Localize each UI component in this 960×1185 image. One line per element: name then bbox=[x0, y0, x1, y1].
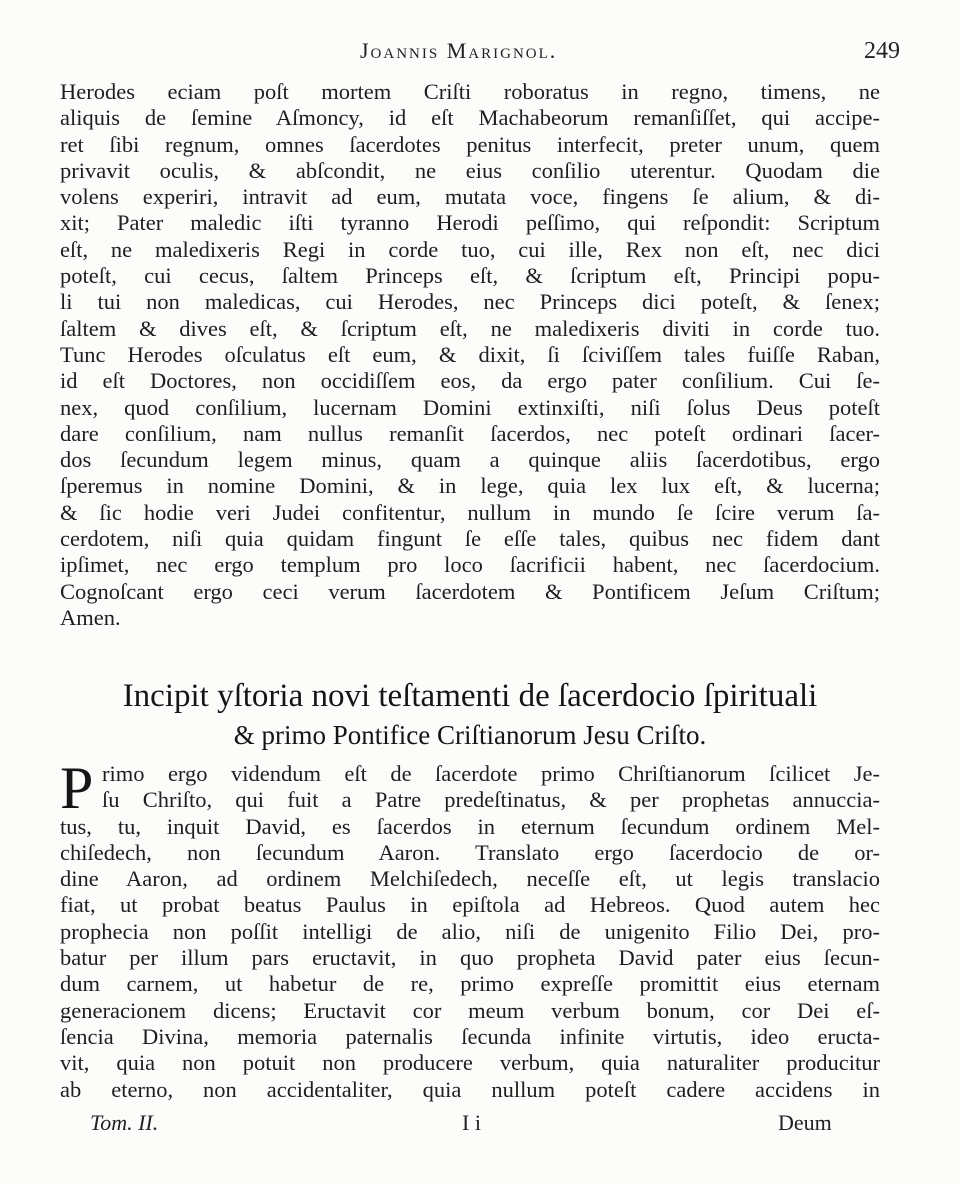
text-line: batur per illum pars eructavit, in quo propheta David pater eius ſecun- bbox=[60, 945, 880, 971]
text-line: privavit oculis, & abſcondit, ne eius conſilio uterentur. Quodam die bbox=[60, 157, 880, 183]
text-line: ſaltem & dives eſt, & ſcriptum eſt, ne maledixeris diviti in corde tuo. bbox=[60, 315, 880, 341]
text-line: ab eterno, non accidentaliter, quia nullum poteſt cadere accidens in bbox=[60, 1076, 880, 1102]
text-line: li tui non maledicas, cui Herodes, nec Princeps dici poteſt, & ſenex; bbox=[60, 289, 880, 315]
running-head bbox=[0, 38, 960, 72]
text-line: rimo ergo videndum eſt de ſacerdote primo Chriſtianorum ſcilicet Je- bbox=[102, 761, 880, 786]
text-line: id eſt Doctores, non occidiſſem eos, da ergo pater conſilium. Cui ſe- bbox=[60, 368, 880, 394]
text-line: ret ſibi regnum, omnes ſacerdotes penitus interfecit, preter unum, quem bbox=[60, 131, 880, 157]
drop-cap: P bbox=[60, 755, 94, 821]
text-line: chiſedech, non ſecundum Aaron. Translato ergo ſacerdocio de or- bbox=[60, 839, 880, 865]
text-line: dine Aaron, ad ordinem Melchiſedech, neceſſe eſt, ut legis translacio bbox=[60, 866, 880, 892]
text-line: volens experiri, intravit ad eum, mutata voce, fingens ſe alium, & di- bbox=[60, 184, 880, 210]
text-line: cerdotem, niſi quia quidam fingunt ſe eſſe tales, quibus nec fidem dant bbox=[60, 526, 880, 552]
text-line: poteſt, cui cecus, ſaltem Princeps eſt, & ſcriptum eſt, Principi popu- bbox=[60, 263, 880, 289]
catchword: Deum bbox=[778, 1110, 832, 1135]
text-line: Tunc Herodes oſculatus eſt eum, & dixit, ſi ſciviſſem tales fuiſſe Raban, bbox=[60, 341, 880, 367]
text-line: generacionem dicens; Eructavit cor meum verbum bonum, cor Dei eſ- bbox=[60, 997, 880, 1023]
volume-mark: Tom. II. bbox=[90, 1110, 159, 1135]
text-line: ſperemus in nomine Domini, & in lege, quia lex lux eſt, & lucerna; bbox=[60, 473, 880, 499]
text-line: eſt, ne maledixeris Regi in corde tuo, cui ille, Rex non eſt, nec dici bbox=[60, 236, 880, 262]
text-line: dum carnem, ut habetur de re, primo expreſſe promittit eius eternam bbox=[60, 971, 880, 997]
text-line: Herodes eciam poſt mortem Criſti roboratus in regno, timens, ne bbox=[60, 79, 880, 104]
page-footer bbox=[0, 1110, 960, 1140]
text-line: xit; Pater maledic iſti tyranno Herodi peſſimo, qui reſpondit: Scriptum bbox=[60, 210, 880, 236]
text-line: nex, quod conſilium, lucernam Domini extinxiſti, niſi ſolus Deus poteſt bbox=[60, 394, 880, 420]
text-line: Cognoſcant ergo ceci verum ſacerdotem & Pontificem Jeſum Criſtum; bbox=[60, 578, 880, 604]
text-line: aliquis de ſemine Aſmoncy, id eſt Machabeorum remanſiſſet, qui accipe- bbox=[60, 105, 880, 131]
top-paragraph bbox=[60, 79, 880, 631]
body-paragraph bbox=[60, 755, 880, 1103]
section-heading: Incipit yſtoria novi teſtamenti de ſacerdocio ſpirituali bbox=[122, 678, 818, 714]
text-line: tus, tu, inquit David, es ſacerdos in eternum ſecundum ordinem Mel- bbox=[60, 813, 880, 839]
signature-mark: I i bbox=[462, 1110, 481, 1135]
section-subheading: & primo Pontifice Criſtianorum Jesu Criſto. bbox=[233, 720, 707, 750]
text-line: ſencia Divina, memoria paternalis ſecunda infinite virtutis, ideo eructa- bbox=[60, 1023, 880, 1049]
text-line: prophecia non poſſit intelligi de alio, niſi de unigenito Filio Dei, pro- bbox=[60, 918, 880, 944]
text-line: & ſic hodie veri Judei confitentur, nullum in mundo ſe ſcire verum ſa- bbox=[60, 499, 880, 525]
text-line: ipſimet, nec ergo templum pro loco ſacrificii habent, nec ſacerdocium. bbox=[60, 552, 880, 578]
running-head-title: Joannis Marignol. bbox=[360, 38, 558, 63]
text-line: ſu Chriſto, qui fuit a Patre predeſtinatus, & per prophetas annuccia- bbox=[102, 787, 880, 813]
text-line: fiat, ut probat beatus Paulus in epiſtola ad Hebreos. Quod autem hec bbox=[60, 892, 880, 918]
text-line: dos ſecundum legem minus, quam a quinque aliis ſacerdotibus, ergo bbox=[60, 447, 880, 473]
text-line: dare conſilium, nam nullus remanſit ſacerdos, nec poteſt ordinari ſacer- bbox=[60, 420, 880, 446]
text-line: Amen. bbox=[60, 604, 121, 630]
text-line: vit, quia non potuit non producere verbum, quia naturaliter producitur bbox=[60, 1050, 880, 1076]
page-number: 249 bbox=[864, 38, 900, 64]
